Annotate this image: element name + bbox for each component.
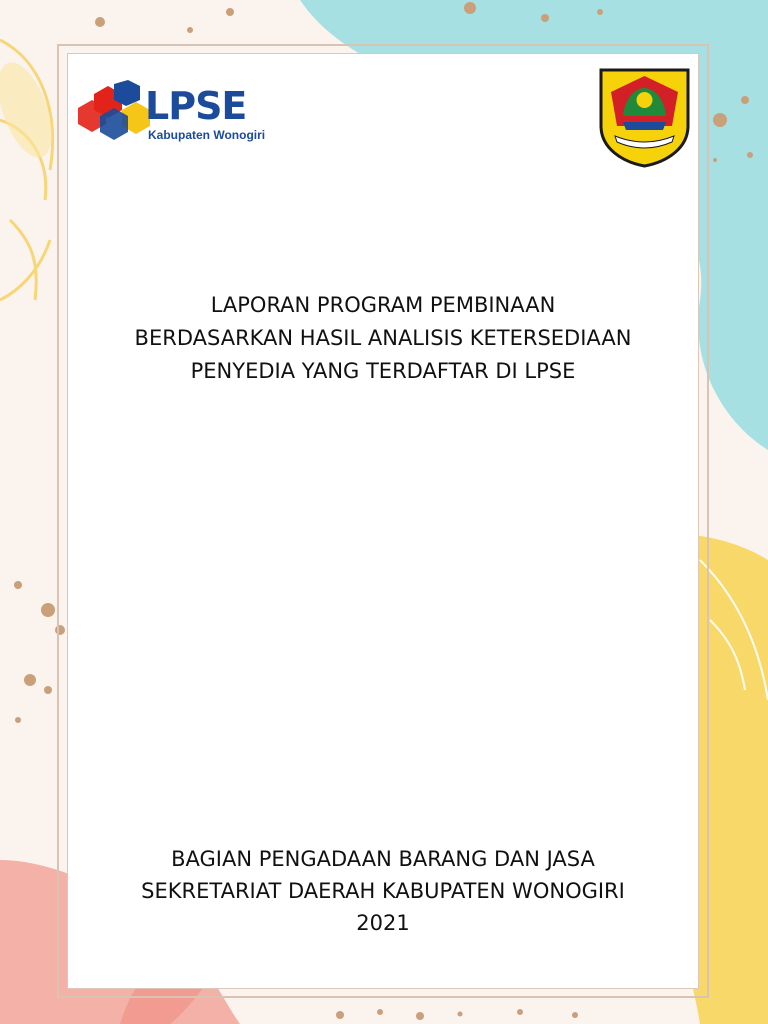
title-line-3: PENYEDIA YANG TERDAFTAR DI LPSE [190,359,576,383]
lpse-logo-subtitle: Kabupaten Wonogiri [148,128,266,142]
title-line-1: LAPORAN PROGRAM PEMBINAAN [210,293,556,317]
report-title [67,289,699,388]
title-line-2: BERDASARKAN HASIL ANALISIS KETERSEDIAAN [134,326,632,350]
report-publisher [67,843,699,939]
publisher-line-2: SEKRETARIAT DAERAH KABUPATEN WONOGIRI [141,879,625,903]
publisher-line-1: BAGIAN PENGADAAN BARANG DAN JASA [171,847,595,871]
wonogiri-emblem-icon [597,66,692,168]
lpse-logo-text: LPSE [145,84,247,128]
publication-year: 2021 [356,911,410,935]
